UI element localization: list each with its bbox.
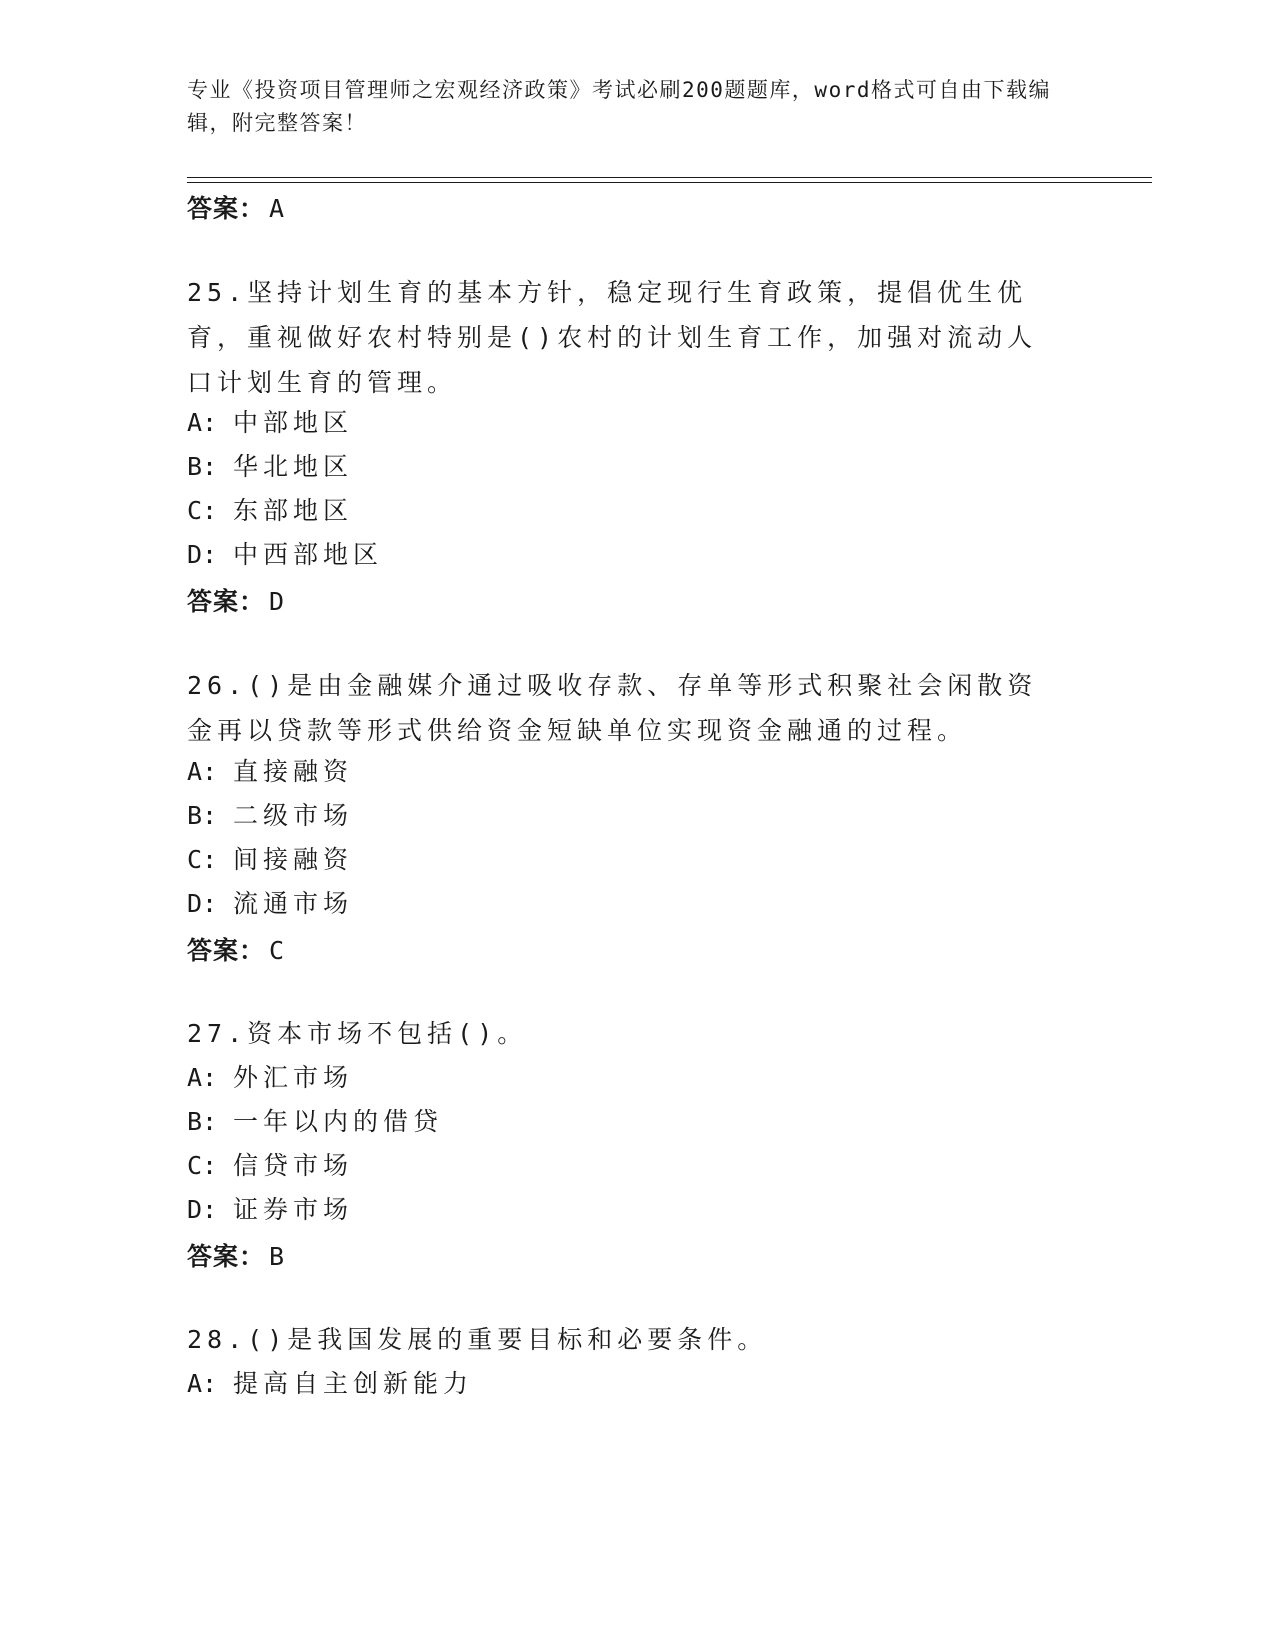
option-text: 东部地区: [233, 496, 354, 525]
option-text: 直接融资: [233, 757, 354, 786]
header-rule: [187, 177, 1152, 178]
option-text: 提高自主创新能力: [233, 1369, 474, 1398]
question-26: 26.()是由金融媒介通过吸收存款、存单等形式积聚社会闲散资金再以贷款等形式供给资金短缺单位实现资金融通的过程。: [187, 671, 1038, 745]
document-header: 专业《投资项目管理师之宏观经济政策》考试必刷200题题库，word格式可自由下载编辑，附完整答案！: [187, 78, 1051, 135]
option-row: [187, 837, 1067, 882]
answer-line: [187, 935, 1067, 967]
option-row: [187, 444, 1067, 489]
answer-label: 答案：: [187, 936, 266, 965]
answer-line: [187, 1241, 1067, 1273]
answer-value: C: [269, 936, 286, 965]
option-text: 流通市场: [233, 889, 354, 918]
answer-line: [187, 586, 1067, 618]
answer-label: 答案：: [187, 194, 266, 223]
question-28: 28.()是我国发展的重要目标和必要条件。: [187, 1325, 768, 1354]
option-text: 一年以内的借贷: [233, 1107, 444, 1136]
option-key: A:: [187, 757, 218, 786]
option-text: 中部地区: [233, 408, 354, 437]
option-key: D:: [187, 1195, 218, 1224]
option-text: 中西部地区: [233, 540, 384, 569]
option-text: 外汇市场: [233, 1063, 354, 1092]
option-row: [187, 749, 1067, 794]
option-text: 间接融资: [233, 845, 354, 874]
option-key: B:: [187, 452, 218, 481]
option-row: [187, 1361, 1067, 1406]
option-row: [187, 488, 1067, 533]
answer-label: 答案：: [187, 1242, 266, 1271]
option-row: [187, 1099, 1067, 1144]
option-key: C:: [187, 845, 218, 874]
option-key: B:: [187, 1107, 218, 1136]
option-text: 二级市场: [233, 801, 354, 830]
option-row: [187, 1187, 1067, 1232]
option-text: 华北地区: [233, 452, 354, 481]
option-key: C:: [187, 496, 218, 525]
option-key: A:: [187, 408, 218, 437]
option-text: 证券市场: [233, 1195, 354, 1224]
option-row: [187, 1055, 1067, 1100]
option-key: A:: [187, 1369, 218, 1398]
answer-value: D: [269, 587, 286, 616]
header-rule-2: [187, 182, 1152, 183]
option-key: B:: [187, 801, 218, 830]
option-key: D:: [187, 540, 218, 569]
option-key: A:: [187, 1063, 218, 1092]
question-27: 27.资本市场不包括()。: [187, 1019, 528, 1048]
question-25: 25.坚持计划生育的基本方针，稳定现行生育政策，提倡优生优育，重视做好农村特别是()农村的计划生育工作，加强对流动人口计划生育的管理。: [187, 278, 1038, 397]
option-row: [187, 793, 1067, 838]
option-key: C:: [187, 1151, 218, 1180]
option-row: [187, 1143, 1067, 1188]
answer-line: [187, 193, 1067, 225]
option-text: 信贷市场: [233, 1151, 354, 1180]
answer-value: A: [269, 194, 286, 223]
option-row: [187, 532, 1067, 577]
option-row: [187, 400, 1067, 445]
answer-label: 答案：: [187, 587, 266, 616]
option-key: D:: [187, 889, 218, 918]
answer-value: B: [269, 1242, 286, 1271]
option-row: [187, 881, 1067, 926]
